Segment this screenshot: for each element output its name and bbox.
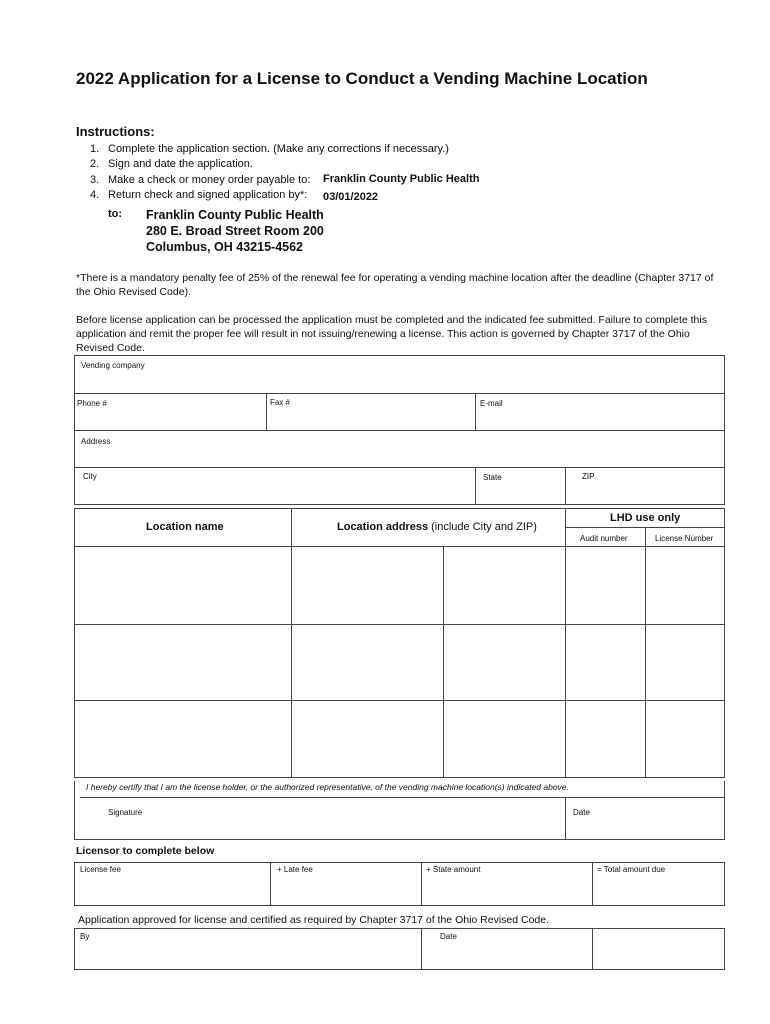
zip-field[interactable]: ZIP <box>582 472 595 481</box>
address-line: 280 E. Broad Street Room 200 <box>146 224 324 238</box>
divider <box>74 546 725 547</box>
divider <box>475 393 476 430</box>
address-line: Columbus, OH 43215-4562 <box>146 240 304 254</box>
approval-date-field[interactable]: Date <box>440 932 457 941</box>
phone-field[interactable]: Phone # <box>77 399 107 408</box>
divider <box>74 700 725 701</box>
divider <box>565 467 566 505</box>
instruction-item: 2. Sign and date the application. <box>90 158 253 170</box>
divider <box>592 928 593 970</box>
licensor-heading: Licensor to complete below <box>76 845 215 857</box>
state-amount-field[interactable]: + State amount <box>426 865 481 874</box>
deadline-date: 03/01/2022 <box>323 191 379 203</box>
approval-statement: Application approved for license and certified as required by Chapter 3717 of the Ohio Revised Code. <box>78 914 550 926</box>
date-field[interactable]: Date <box>573 808 590 817</box>
divider <box>421 862 422 906</box>
divider <box>421 928 422 970</box>
address-line: Franklin County Public Health <box>146 208 324 222</box>
divider <box>74 393 725 394</box>
divider <box>74 624 725 625</box>
instructions-heading: Instructions: <box>76 124 155 139</box>
signature-block <box>74 781 725 840</box>
audit-number-header: Audit number <box>580 534 628 543</box>
divider <box>74 430 725 431</box>
divider <box>291 508 292 778</box>
location-address-header: Location address (include City and ZIP) <box>337 521 537 533</box>
total-amount-due-field[interactable]: = Total amount due <box>597 865 666 874</box>
divider <box>475 467 476 505</box>
instruction-item: 3. Make a check or money order payable to: <box>90 174 311 186</box>
email-field[interactable]: E-mail <box>480 399 503 408</box>
instruction-item: 4. Return check and signed application by*: <box>90 189 308 201</box>
license-number-header: License Number <box>655 534 714 543</box>
divider <box>270 862 271 906</box>
approved-by-field[interactable]: By <box>80 932 90 941</box>
certification-statement: I hereby certify that I am the license holder, or the authorized representative, of the vending machine location(s) indicated above. <box>86 782 569 792</box>
payable-to: Franklin County Public Health <box>323 173 480 185</box>
divider <box>80 797 725 798</box>
divider <box>565 797 566 840</box>
penalty-note: *There is a mandatory penalty fee of 25% of the renewal fee for operating a vending machine location after the deadline (Chapter 3717 of the Ohio Revised Code). <box>76 272 714 298</box>
divider <box>443 546 444 778</box>
location-name-header: Location name <box>146 521 224 533</box>
divider <box>592 862 593 906</box>
address-field[interactable]: Address <box>81 437 111 446</box>
to-label: to: <box>108 208 123 220</box>
city-field[interactable]: City <box>83 472 97 481</box>
divider <box>266 393 267 430</box>
fax-field[interactable]: Fax # <box>270 398 291 407</box>
vending-company-field[interactable]: Vending company <box>81 361 145 370</box>
license-fee-field[interactable]: License fee <box>80 865 121 874</box>
divider <box>645 527 646 778</box>
mailing-address <box>146 207 324 255</box>
late-fee-field[interactable]: + Late fee <box>277 865 313 874</box>
instruction-item: 1. Complete the application section. (Make any corrections if necessary.) <box>90 143 449 155</box>
process-note: Before license application can be processed the application must be completed and the indicated fee submitted. Failure to complete this application and remit the proper fee will result in not issuing/renewing a license. This action is governed by Chapter 3717 of the Ohio Revised Code. <box>76 314 707 354</box>
page-title: 2022 Application for a License to Conduct a Vending Machine Location <box>76 69 648 88</box>
location-table <box>74 508 725 778</box>
divider <box>74 467 725 468</box>
approval-table <box>74 928 725 970</box>
signature-field[interactable]: Signature <box>108 808 143 817</box>
lhd-use-only-header: LHD use only <box>610 512 681 524</box>
divider <box>565 508 566 778</box>
state-field[interactable]: State <box>483 473 502 482</box>
